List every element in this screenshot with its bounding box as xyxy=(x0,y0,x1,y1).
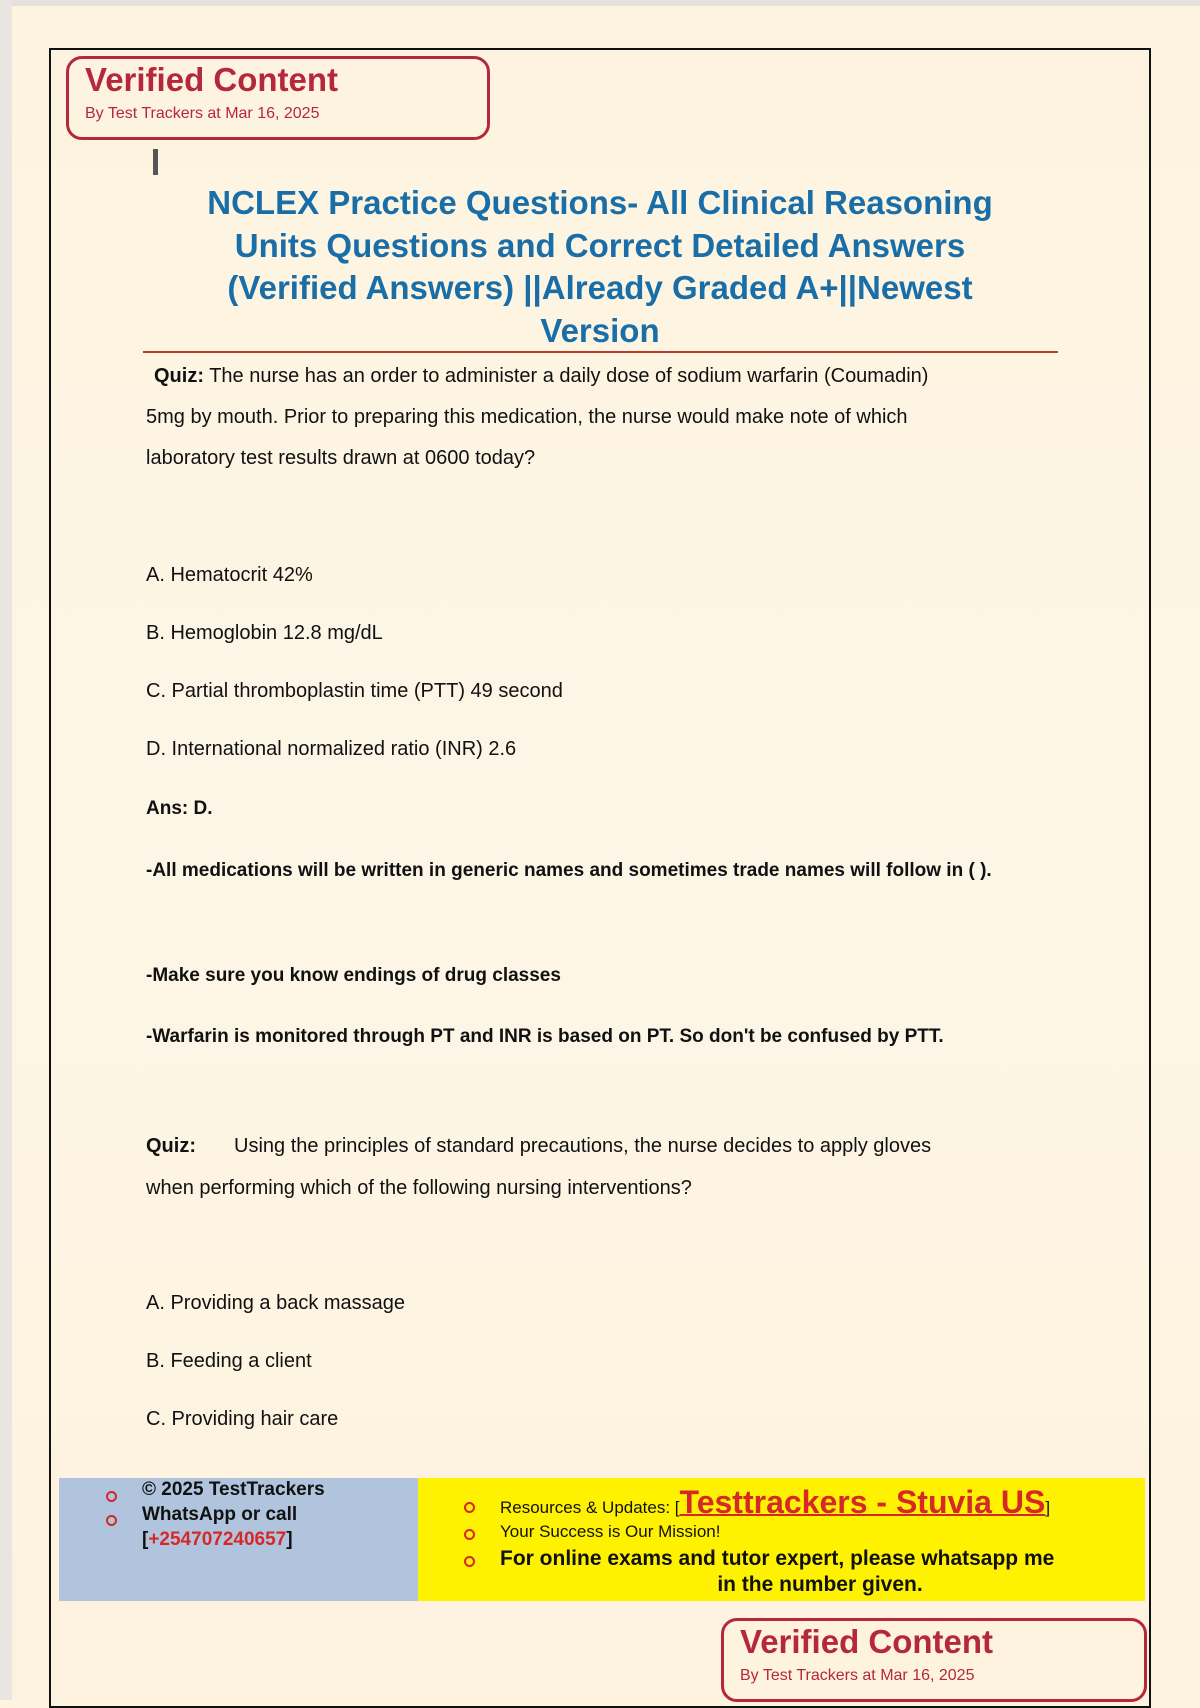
stamp-title: Verified Content xyxy=(740,1623,994,1660)
title-line: NCLEX Practice Questions- All Clinical Reasoning xyxy=(207,184,993,221)
footer-online-exams: For online exams and tutor expert, please whatsapp me in the number given. xyxy=(500,1547,1055,1596)
page-left-edge xyxy=(0,0,12,1700)
footer-mission: Your Success is Our Mission! xyxy=(500,1522,721,1541)
document-title xyxy=(150,182,1050,352)
quiz1-option-b: B. Hemoglobin 12.8 mg/dL xyxy=(146,622,383,644)
title-divider xyxy=(143,351,1058,353)
footer-contact-panel xyxy=(59,1478,418,1601)
bullet-icon xyxy=(464,1529,475,1540)
bullet-icon xyxy=(106,1491,117,1502)
footer-resources: Resources & Updates: [Testtrackers - Stuvia US] xyxy=(500,1484,1051,1520)
quiz2-option-a: A. Providing a back massage xyxy=(146,1292,406,1314)
footer-info-panel xyxy=(418,1478,1145,1601)
text-cursor xyxy=(153,149,158,175)
quiz1-note: -All medications will be written in generic names and sometimes trade names will follow in ( ). xyxy=(146,860,992,881)
quiz1-label: Quiz: xyxy=(154,365,204,387)
footer-phone: [+254707240657] xyxy=(142,1529,293,1550)
quiz1-option-c: C. Partial thromboplastin time (PTT) 49 second xyxy=(146,680,563,702)
footer-whatsapp-label: WhatsApp or call xyxy=(142,1504,298,1525)
footer-copyright: © 2025 TestTrackers xyxy=(142,1479,325,1500)
question-line: laboratory test results drawn at 0600 today? xyxy=(146,447,536,469)
quiz1-option-a: A. Hematocrit 42% xyxy=(146,564,313,586)
title-line: Version xyxy=(540,311,660,349)
quiz2-label: Quiz: xyxy=(146,1135,196,1157)
bullet-icon xyxy=(464,1556,475,1567)
stamp-subtitle: By Test Trackers at Mar 16, 2025 xyxy=(85,105,320,122)
quiz2-option-c: C. Providing hair care xyxy=(146,1408,339,1430)
verified-stamp-bottom xyxy=(721,1618,1147,1702)
quiz1-option-d: D. International normalized ratio (INR) 2.6 xyxy=(146,738,517,760)
bullet-icon xyxy=(464,1502,475,1513)
question-line: when performing which of the following nursing interventions? xyxy=(146,1177,692,1199)
quiz2-question xyxy=(146,1125,1066,1209)
verified-stamp-top xyxy=(66,56,490,140)
question-line: Using the principles of standard precautions, the nurse decides to apply gloves xyxy=(234,1135,932,1157)
quiz1-note: -Warfarin is monitored through PT and INR is based on PT. So don't be confused by PTT. xyxy=(146,1026,944,1047)
title-line: (Verified Answers) ||Already Graded A+||Newest xyxy=(227,269,973,306)
question-line: The nurse has an order to administer a daily dose of sodium warfarin (Coumadin) xyxy=(209,365,929,387)
question-line: 5mg by mouth. Prior to preparing this medication, the nurse would make note of which xyxy=(146,406,908,428)
stuvia-link[interactable]: Testtrackers - Stuvia US xyxy=(679,1484,1046,1520)
page-top-edge xyxy=(0,0,1200,6)
stamp-title: Verified Content xyxy=(85,61,339,98)
quiz2-option-b: B. Feeding a client xyxy=(146,1350,312,1372)
quiz1-note: -Make sure you know endings of drug classes xyxy=(146,965,561,986)
bullet-icon xyxy=(106,1515,117,1526)
quiz1-answer: Ans: D. xyxy=(146,798,213,819)
title-line: Units Questions and Correct Detailed Answers xyxy=(234,226,966,264)
stamp-subtitle: By Test Trackers at Mar 16, 2025 xyxy=(740,1667,975,1684)
quiz1-question xyxy=(146,356,1066,479)
